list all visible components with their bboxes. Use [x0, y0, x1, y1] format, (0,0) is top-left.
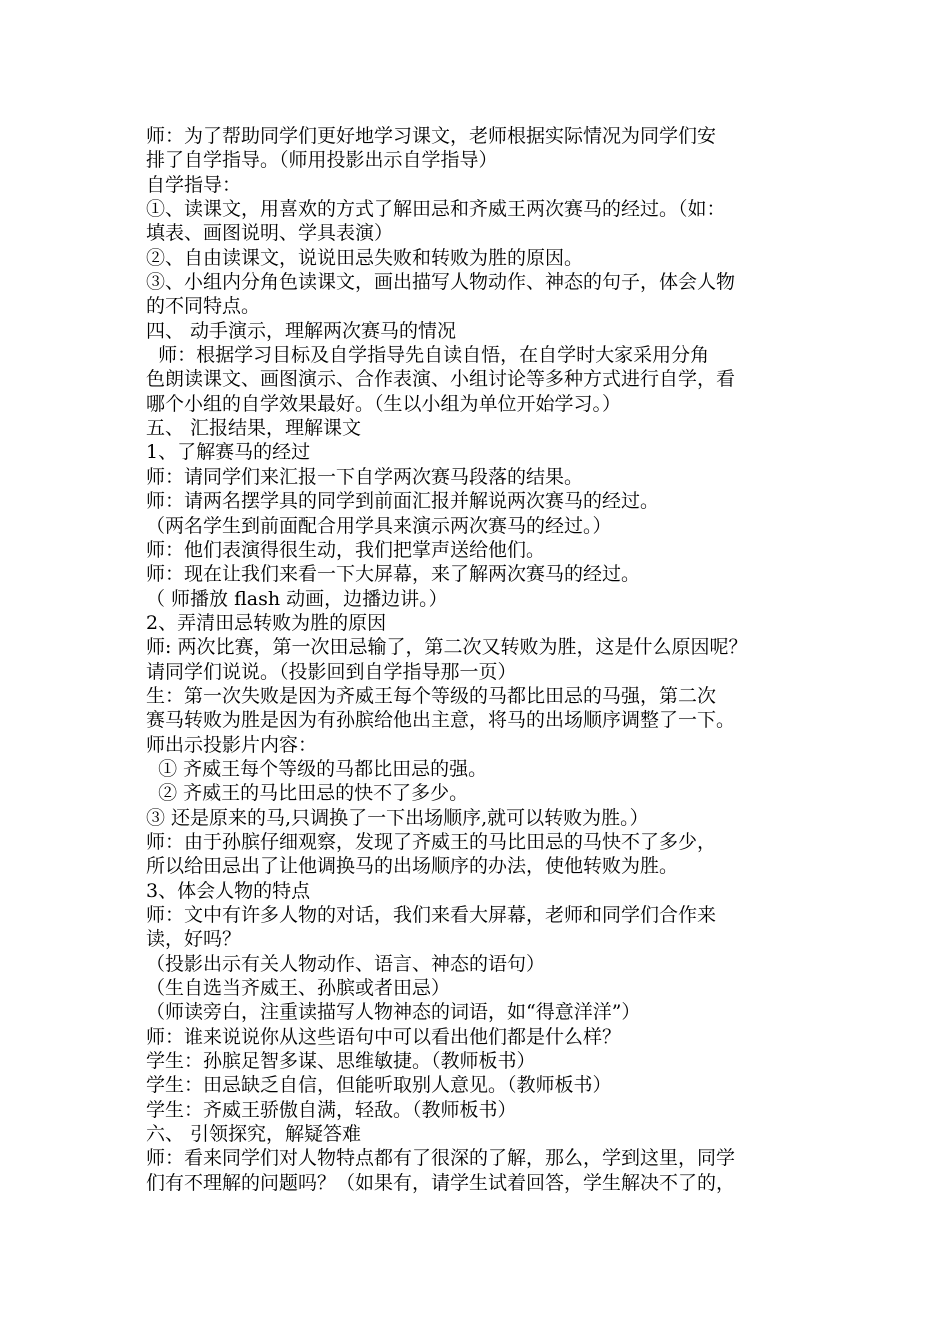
text-line: 师：文中有许多人物的对话，我们来看大屏幕，老师和同学们合作来	[146, 904, 717, 926]
text-line: 请同学们说说。（投影回到自学指导那一页）	[146, 660, 517, 683]
text-line: （ 师播放 flash 动画，边播边讲。）	[146, 587, 448, 610]
text-line: （两名学生到前面配合用学具来演示两次赛马的经过。）	[146, 514, 612, 537]
text-line: 学生：齐威王骄傲自满，轻敌。（教师板书）	[146, 1098, 517, 1121]
section-heading: 五、 汇报结果，理解课文	[146, 417, 362, 440]
document-body	[146, 124, 826, 1195]
text-line: 师出示投影片内容：	[146, 733, 318, 756]
section-label: 自学指导：	[146, 173, 242, 196]
text-line: 的不同特点。	[146, 295, 261, 318]
text-line: 哪个小组的自学效果最好。（生以小组为单位开始学习。）	[146, 392, 622, 415]
section-heading: 六、 引领探究，解疑答难	[146, 1123, 362, 1146]
text-line: 色朗读课文、画图演示、合作表演、小组讨论等多种方式进行自学，看	[146, 368, 736, 391]
text-line: 师：根据学习目标及自学指导先自读自悟，在自学时大家采用分角	[146, 344, 710, 367]
text-line: 排了自学指导。（师用投影出示自学指导）	[146, 149, 498, 172]
text-line: 们有不理解的问题吗？（如果有，请学生试着回答，学生解决不了的，	[146, 1171, 736, 1194]
list-item: ③ 还是原来的马,只调换了一下出场顺序,就可以转败为胜。）	[146, 806, 649, 829]
text-line: 填表、画图说明、学具表演）	[146, 222, 394, 245]
subsection-heading: 2、弄清田忌转败为胜的原因	[146, 611, 387, 634]
text-line: 师：看来同学们对人物特点都有了很深的了解，那么，学到这里，同学	[146, 1147, 736, 1170]
text-line: （投影出示有关人物动作、语言、神态的语句）	[146, 952, 546, 975]
text-line: （师读旁白，注重读描写人物神态的词语，如“得意洋洋”）	[146, 1001, 641, 1024]
section-heading: 四、 动手演示，理解两次赛马的情况	[146, 319, 457, 342]
text-line: 师：请同学们来汇报一下自学两次赛马段落的结果。	[146, 465, 584, 488]
text-line: 学生：孙膑足智多谋、思维敏捷。（教师板书）	[146, 1050, 536, 1073]
text-line: 师：谁来说说你从这些语句中可以看出他们都是什么样？	[146, 1025, 622, 1048]
list-item: ② 齐威王的马比田忌的快不了多少。	[146, 782, 469, 805]
text-line: 师：他们表演得很生动，我们把掌声送给他们。	[146, 538, 546, 561]
text-line: 师: 两次比赛，第一次田忌输了，第二次又转败为胜，这是什么原因呢？	[146, 636, 748, 659]
subsection-heading: 3、体会人物的特点	[146, 879, 311, 902]
text-line: 所以给田忌出了让他调换马的出场顺序的办法，使他转败为胜。	[146, 855, 679, 878]
list-item: ②、自由读课文，说说田忌失败和转败为胜的原因。	[146, 246, 584, 269]
text-line: 学生：田忌缺乏自信，但能听取别人意见。（教师板书）	[146, 1074, 612, 1097]
subsection-heading: 1、了解赛马的经过	[146, 441, 311, 464]
text-line: 读，好吗？	[146, 928, 242, 951]
text-line: 师：为了帮助同学们更好地学习课文，老师根据实际情况为同学们安	[146, 125, 717, 147]
text-line: （生自选当齐威王、孙膑或者田忌）	[146, 977, 451, 1000]
text-line: 师：请两名摆学具的同学到前面汇报并解说两次赛马的经过。	[146, 490, 660, 513]
text-line: 师：由于孙膑仔细观察，发现了齐威王的马比田忌的马快不了多少，	[146, 830, 717, 853]
text-line: 师：现在让我们来看一下大屏幕，来了解两次赛马的经过。	[146, 563, 641, 586]
text-line: 生：第一次失败是因为齐威王每个等级的马都比田忌的马强，第二次	[146, 684, 717, 707]
list-item: ③、小组内分角色读课文，画出描写人物动作、神态的句子，体会人物	[146, 271, 736, 294]
list-item: ① 齐威王每个等级的马都比田忌的强。	[146, 757, 488, 780]
list-item: ①、读课文，用喜欢的方式了解田忌和齐威王两次赛马的经过。（如：	[146, 198, 726, 221]
text-line: 赛马转败为胜是因为有孙膑给他出主意，将马的出场顺序调整了一下。	[146, 709, 736, 732]
